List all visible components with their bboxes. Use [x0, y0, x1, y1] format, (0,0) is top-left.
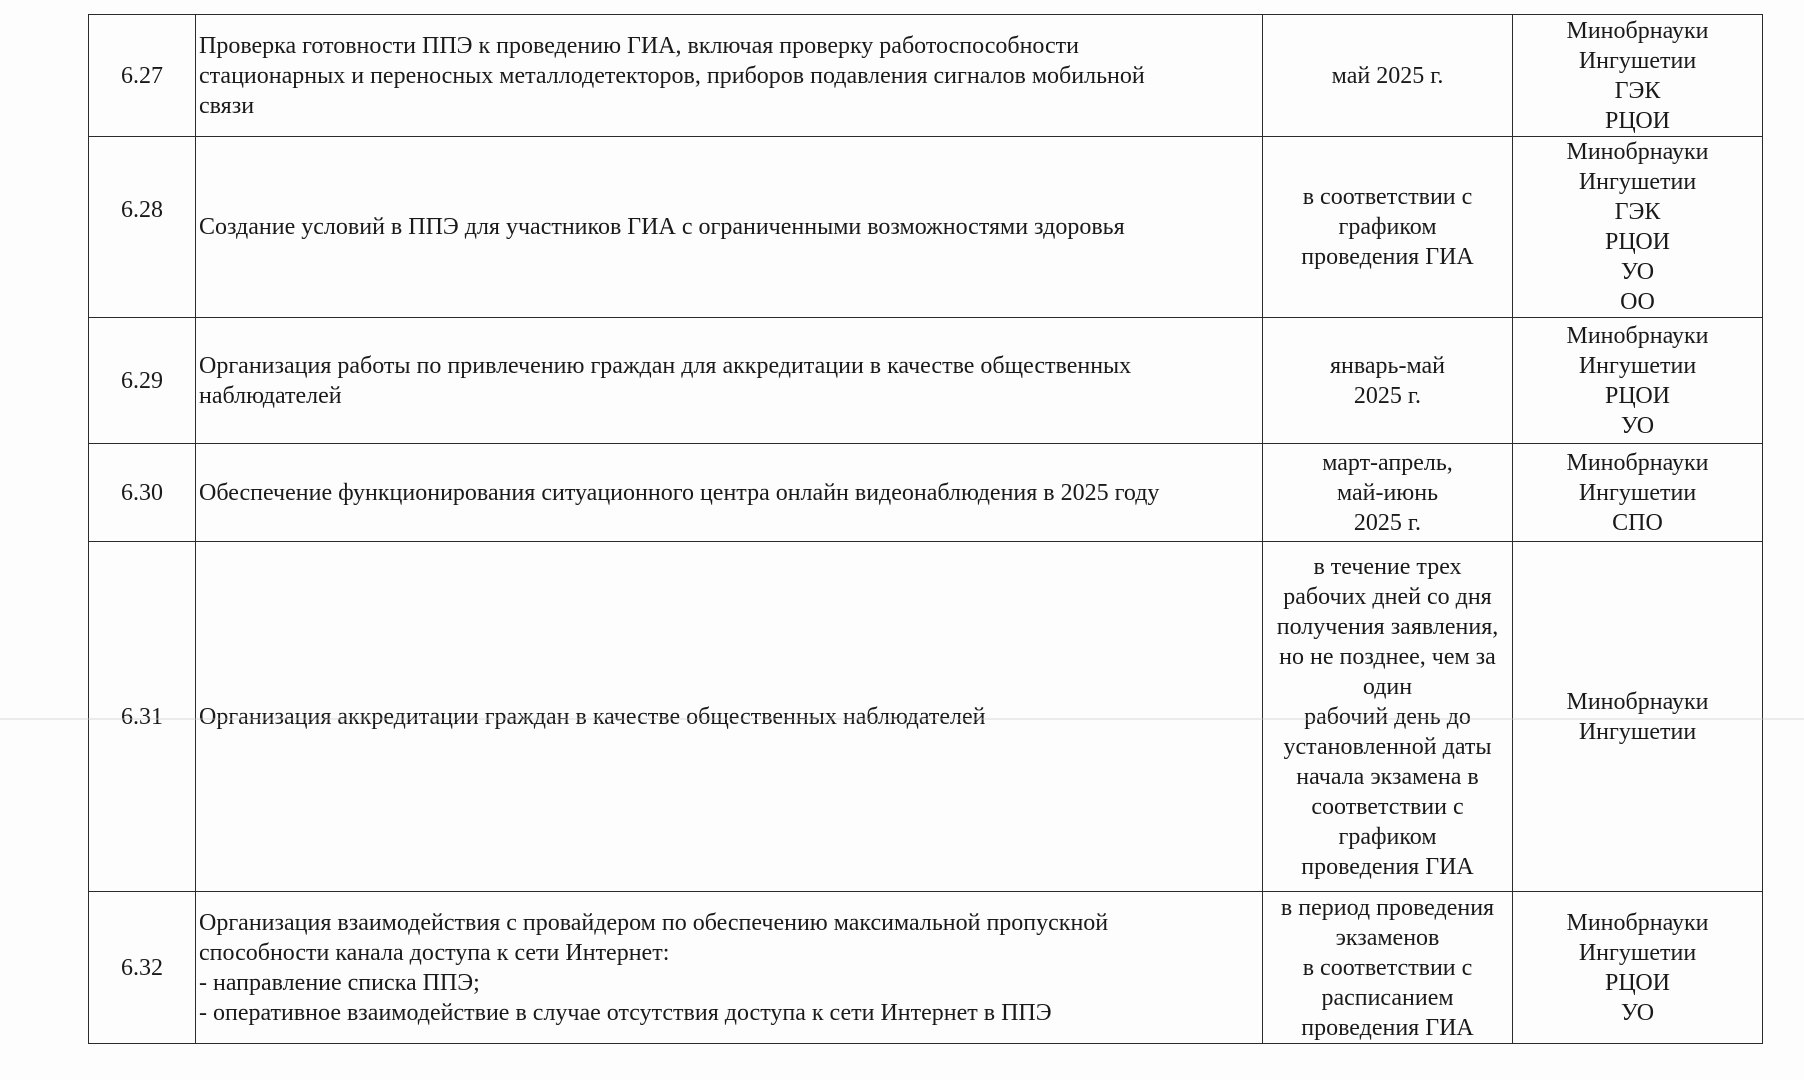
- responsible: Минобрнауки Ингушетии РЦОИ УО: [1513, 892, 1763, 1044]
- table-row: [89, 892, 1763, 1044]
- table-row: [89, 15, 1763, 137]
- plan-table: [88, 14, 1763, 1044]
- responsible: Минобрнауки Ингушетии СПО: [1513, 444, 1763, 542]
- table-row: [89, 318, 1763, 444]
- task-description: Организация взаимодействия с провайдером по обеспечению максимальной пропускной способности канала доступа к сети Интернет: - направление списка ППЭ; - оперативное взаимодействие в случае отсутствия доступа к сети Интернет в ППЭ: [196, 892, 1263, 1044]
- responsible: Минобрнауки Ингушетии: [1513, 542, 1763, 892]
- task-description: Организация работы по привлечению граждан для аккредитации в качестве общественных наблюдателей: [196, 318, 1263, 444]
- scan-artifact-line: [0, 718, 1804, 720]
- deadline: март-апрель, май-июнь 2025 г.: [1263, 444, 1513, 542]
- task-description: Создание условий в ППЭ для участников ГИА с ограниченными возможностями здоровья: [196, 137, 1263, 318]
- task-description: Организация аккредитации граждан в качестве общественных наблюдателей: [196, 542, 1263, 892]
- deadline: в течение трех рабочих дней со дня получения заявления, но не позднее, чем за один рабочий день до установленной даты начала экзамена в соответствии с графиком проведения ГИА: [1263, 542, 1513, 892]
- deadline: январь-май 2025 г.: [1263, 318, 1513, 444]
- table-row: [89, 542, 1763, 892]
- deadline: май 2025 г.: [1263, 15, 1513, 137]
- row-number: 6.31: [89, 542, 196, 892]
- deadline: в период проведения экзаменов в соответствии с расписанием проведения ГИА: [1263, 892, 1513, 1044]
- task-description: Проверка готовности ППЭ к проведению ГИА, включая проверку работоспособности стационарных и переносных металлодетекторов, приборов подавления сигналов мобильной связи: [196, 15, 1263, 137]
- task-description: Обеспечение функционирования ситуационного центра онлайн видеонаблюдения в 2025 году: [196, 444, 1263, 542]
- responsible: Минобрнауки Ингушетии РЦОИ УО: [1513, 318, 1763, 444]
- deadline: в соответствии с графиком проведения ГИА: [1263, 137, 1513, 318]
- row-number: 6.32: [89, 892, 196, 1044]
- row-number: 6.29: [89, 318, 196, 444]
- responsible: Минобрнауки Ингушетии ГЭК РЦОИ УО ОО: [1513, 137, 1763, 318]
- row-number: 6.27: [89, 15, 196, 137]
- row-number: 6.28: [89, 137, 196, 318]
- table-row: [89, 137, 1763, 318]
- table-row: [89, 444, 1763, 542]
- responsible: Минобрнауки Ингушетии ГЭК РЦОИ: [1513, 15, 1763, 137]
- row-number: 6.30: [89, 444, 196, 542]
